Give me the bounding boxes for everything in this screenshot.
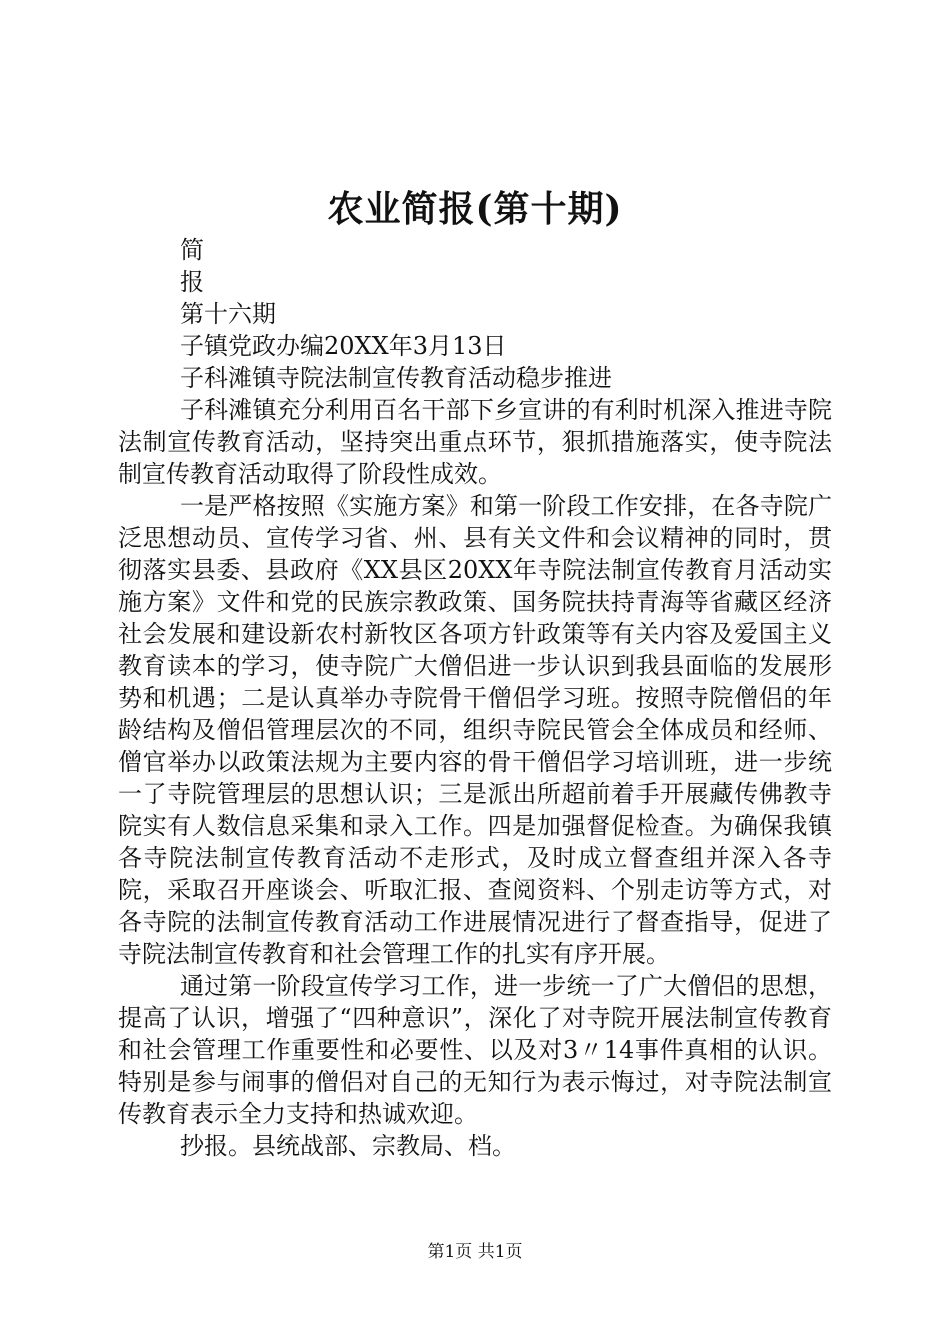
paragraph-measures: 一是严格按照《实施方案》和第一阶段工作安排，在各寺院广泛思想动员、宣传学习省、州、县有关文件和会议精神的同时，贯彻落实县委、县政府《XX县区20XX年寺院法制宣传教育月活动实施方案》文件和党的民族宗教政策、国务院扶持青海等省藏区经济社会发展和建设新农村新牧区各项方针政策等有关内容及爱国主义教育读本的学习，使寺院广大僧侣进一步认识到我县面临的发展形势和机遇；二是认真举办寺院骨干僧侣学习班。按照寺院僧侣的年龄结构及僧侣管理层次的不同，组织寺院民管会全体成员和经师、僧官举办以政策法规为主要内容的骨干僧侣学习培训班，进一步统一了寺院管理层的思想认识；三是派出所超前着手开展藏传佛教寺院实有人数信息采集和录入工作。四是加强督促检查。为确保我镇各寺院法制宣传教育活动不走形式，及时成立督查组并深入各寺院，采取召开座谈会、听取汇报、查阅资料、个别走访等方式，对各寺院的法制宣传教育活动工作进展情况进行了督查指导，促进了寺院法制宣传教育和社会管理工作的扎实有序开展。	[118, 492, 832, 968]
paragraph-intro: 子科滩镇充分利用百名干部下乡宣讲的有利时机深入推进寺院法制宣传教育活动，坚持突出重点环节，狠抓措施落实，使寺院法制宣传教育活动取得了阶段性成效。	[118, 396, 832, 488]
article-headline: 子科滩镇寺院法制宣传教育活动稳步推进	[180, 364, 612, 392]
paragraph-cc: 抄报。县统战部、宗教局、档。	[180, 1132, 516, 1160]
document-title: 农业简报(第十期)	[327, 188, 623, 230]
issue-number: 第十六期	[180, 300, 276, 328]
header-line-bao: 报	[180, 268, 204, 296]
document-body	[118, 234, 832, 1162]
paragraph-results: 通过第一阶段宣传学习工作，进一步统一了广大僧侣的思想，提高了认识，增强了“四种意识”，深化了对寺院开展法制宣传教育和社会管理工作重要性和必要性、以及对3〃14事件真相的认识。特别是参与闹事的僧侣对自己的无知行为表示悔过，对寺院法制宣传教育表示全力支持和热诚欢迎。	[118, 972, 832, 1128]
issuer-date: 子镇党政办编20XX年3月13日	[180, 332, 507, 360]
page-footer: 第1页 共1页	[427, 1242, 523, 1262]
header-line-jian: 简	[180, 236, 204, 264]
